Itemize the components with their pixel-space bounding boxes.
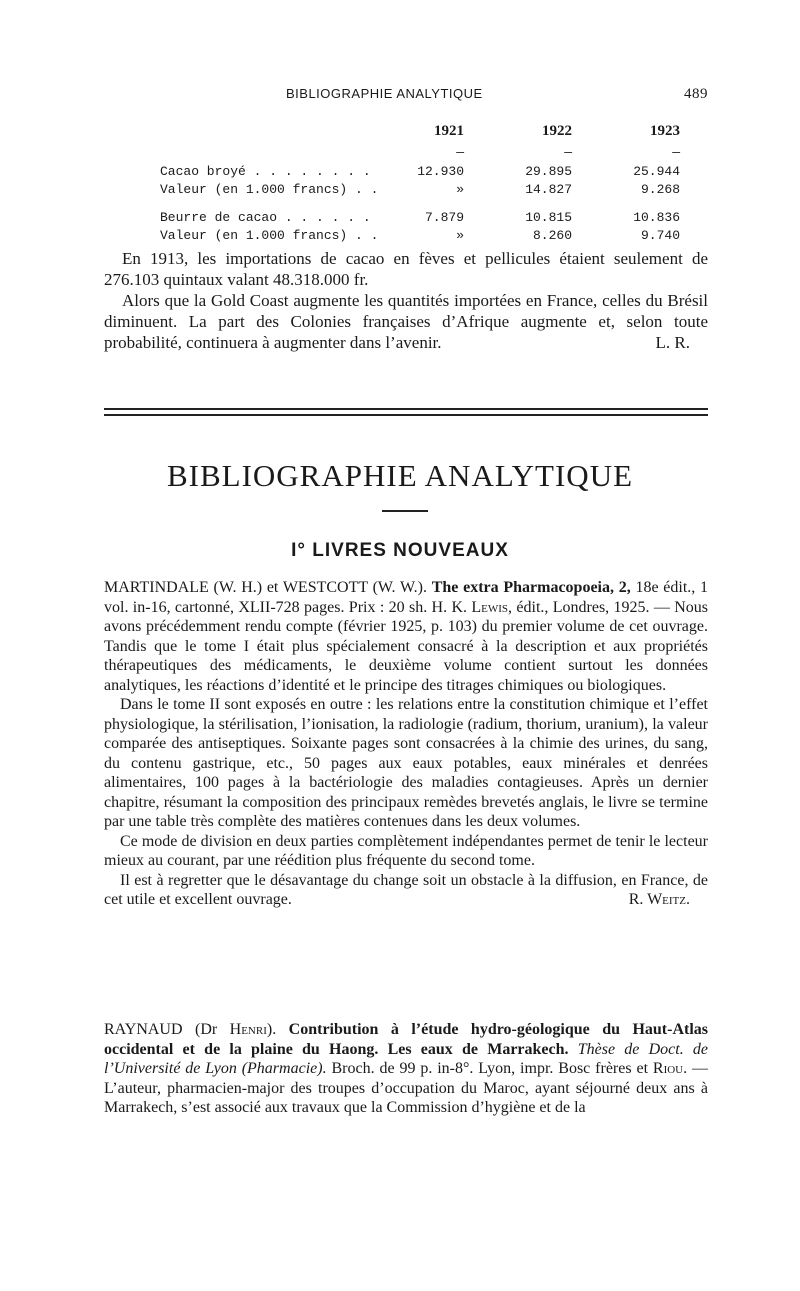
publication-details: Broch. de 99 p. in-8°. Lyon, impr. Bosc frères et [331, 1060, 649, 1077]
author-signature: L. R. [655, 333, 690, 352]
dash: — [564, 145, 572, 160]
article-conclusion [104, 248, 708, 353]
publisher-name: Lewis, [471, 598, 513, 616]
table-row [160, 226, 680, 244]
section-title: BIBLIOGRAPHIE ANALYTIQUE [166, 458, 634, 493]
review-authors: MARTINDALE (W. H.) et WESTCOTT (W. W.). [104, 579, 427, 596]
book-title: Contribution à l’étude hydro-géologique du Haut-Atlas occidental et de la plaine du Haong. Les eaux de Marrakech. [104, 1021, 708, 1058]
row-label: Cacao broyé . . . . . . . . [160, 163, 371, 179]
row-label: Beurre de cacao . . . . . . [160, 209, 371, 225]
paragraph [104, 578, 708, 695]
publication-details: 18e édit., 1 vol. in-16, cartonné, XLII-728 pages. Prix : 20 sh. H. K. [104, 579, 709, 616]
running-head [104, 86, 708, 106]
table-spacer [160, 198, 680, 208]
row-label: Valeur (en 1.000 francs) . . [160, 227, 379, 243]
dash: — [456, 145, 464, 160]
subsection-title: I° LIVRES NOUVEAUX [291, 540, 509, 561]
cell-value: 14.827 [525, 181, 572, 197]
review-text: — L’auteur, pharmacien-major des troupes d’occupation du Maroc, ayant séjourné deux ans à Marrakech, s’est associé aux travaux que la Commission d’hygiène et de la [104, 1060, 709, 1116]
year-header: 1923 [650, 122, 680, 139]
book-review-martindale [104, 578, 708, 910]
ornament-rule [382, 510, 428, 512]
review-text: édit., Londres, 1925. — Nous avons précédemment rendu compte (février 1925, p. 103) du premier volume de cet ouvrage. Tandis que le tome I était plus spécialement consacré à la description et aux propriétés thérapeutiques des médicaments, le deuxième volume contient surtout les données analytiques, les réactions d’identité et le principe des titrages chimiques ou biologiques. [104, 598, 709, 694]
dash: — [672, 145, 680, 160]
cell-value: » [456, 181, 464, 197]
cell-value: 10.836 [633, 209, 680, 225]
author-first-name: Henri). [229, 1021, 277, 1038]
cell-value: » [456, 227, 464, 243]
printer-name: Riou. [652, 1060, 688, 1077]
reviewer-signature: R. Weitz. [628, 891, 690, 908]
year-header: 1921 [434, 122, 464, 139]
cell-value: 10.815 [525, 209, 572, 225]
cell-value: 8.260 [532, 227, 572, 243]
cocoa-import-table [160, 118, 680, 244]
year-header: 1922 [542, 122, 572, 139]
cell-value: 9.268 [640, 181, 680, 197]
divider-rule [104, 414, 708, 416]
page-number: 489 [684, 86, 708, 102]
table-row [160, 162, 680, 180]
paragraph [104, 1020, 708, 1118]
table-row [160, 208, 680, 226]
paragraph: Ce mode de division en deux parties complètement indépendantes permet de tenir le lecteur mieux au courant, par une réédition plus fréquente du second tome. [104, 832, 708, 869]
cell-value: 25.944 [633, 163, 680, 179]
divider-rule [104, 408, 708, 410]
cell-value: 9.740 [640, 227, 680, 243]
paragraph: En 1913, les importations de cacao en fèves et pellicules étaient seulement de 276.103 quintaux valant 48.318.000 fr. [104, 249, 708, 289]
cell-value: 12.930 [417, 163, 464, 179]
table-dash-row [160, 144, 680, 162]
paragraph: Alors que la Gold Coast augmente les quantités importées en France, celles du Brésil diminuent. La part des Colonies françaises d’Afrique augmente et, selon toute probabilité, continuera à augmenter dans l’avenir. L. R. [104, 291, 708, 352]
table-row [160, 180, 680, 198]
book-title: The extra Pharmacopoeia, 2, [431, 579, 631, 596]
cell-value: 7.879 [424, 209, 464, 225]
book-review-raynaud [104, 1020, 708, 1118]
row-label: Valeur (en 1.000 francs) . . [160, 181, 379, 197]
table-header-row [160, 118, 680, 144]
thesis-info: Thèse de Doct. de l’Université de Lyon (Pharmacie). [104, 1040, 709, 1077]
review-author: RAYNAUD (Dr [104, 1021, 218, 1038]
paragraph: Il est à regretter que le désavantage du change soit un obstacle à la diffusion, en France, de cet utile et excellent ouvrage. R. Weitz. [104, 871, 708, 908]
running-title: BIBLIOGRAPHIE ANALYTIQUE [286, 86, 483, 101]
paragraph: Dans le tome II sont exposés en outre : les relations entre la constitution chimique et l’effet physiologique, la stérilisation, l’ionisation, la radiologie (radium, thorium, uranium), la valeur comparée des antiseptiques. Soixante pages sont consacrées à la chimie des urines, du sang, du contenu gastrique, etc., 50 pages aux eaux potables, eaux minérales et denrées alimentaires, 100 pages à la bactériologie des maladies contagieuses. Après un dernier chapitre, résumant la composition des principaux remèdes brevetés anglais, le livre se termine par une table très complète des matières contenues dans les deux volumes. [104, 696, 708, 830]
cell-value: 29.895 [525, 163, 572, 179]
